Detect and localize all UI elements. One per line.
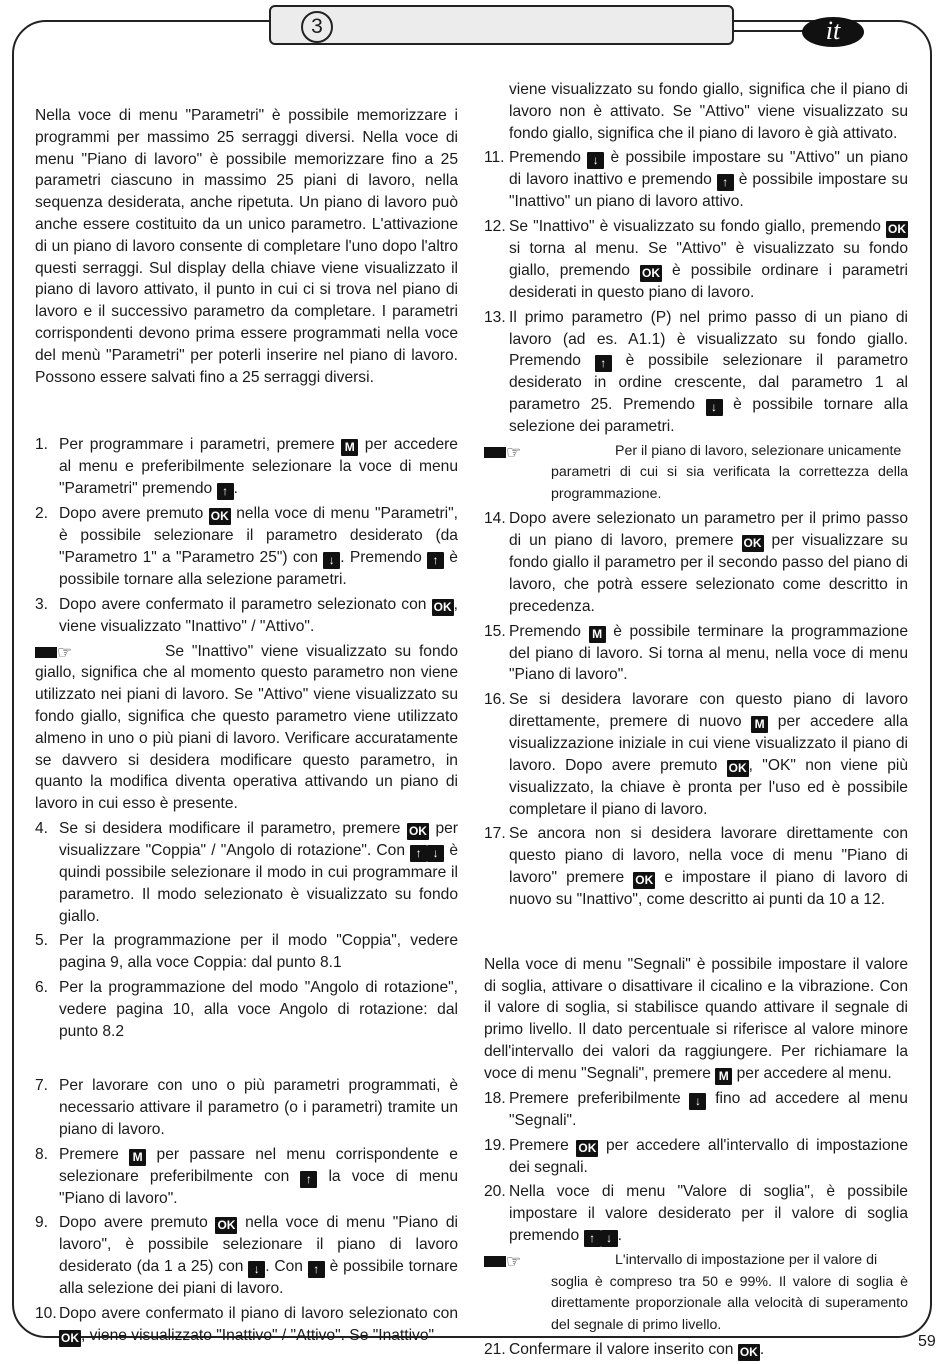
step-text: è possibile tornare alla selezione dei piani di lavoro. xyxy=(59,1258,458,1298)
step-text: , viene visualizzato "Inattivo" / "Attivo". xyxy=(59,595,458,635)
step-5 xyxy=(35,930,458,974)
menu-key-icon: M xyxy=(129,1149,146,1166)
step-16 xyxy=(484,689,908,820)
step-number: 2. xyxy=(35,505,49,523)
pointing-hand-icon: ☞ xyxy=(484,1251,521,1273)
step-number: 17. xyxy=(484,825,506,843)
step-text: si torna al menu. Se "Attivo" è visualizzato su fondo giallo, premendo xyxy=(509,240,908,279)
step-number: 8. xyxy=(35,1145,49,1163)
step-13 xyxy=(484,307,908,438)
step-text: Per programmare i parametri, premere xyxy=(59,436,335,454)
step-text: nella voce di menu "Parametri", è possibile selezionare il parametro desiderato (da "Parametro 1" a "Parametro 25") con xyxy=(59,505,458,566)
step-6 xyxy=(35,977,458,1042)
step-text: Per la programmazione del modo "Angolo di rotazione", vedere pagina 10, alla voce Angolo di rotazione: dal punto 8.2 xyxy=(59,978,458,1040)
step-text: Confermare il valore inserito con xyxy=(509,1341,734,1358)
step-number: 10. xyxy=(35,1305,57,1323)
step-text: per accedere al menu e preferibilmente selezionare la voce di menu "Parametri" premendo xyxy=(59,436,458,498)
step-text: , viene visualizzato "Inattivo" / "Attivo". Se "Inattivo" xyxy=(81,1326,435,1344)
step-20 xyxy=(484,1181,908,1247)
step-19 xyxy=(484,1135,908,1179)
menu-key-icon: M xyxy=(715,1068,732,1085)
step-number: 12. xyxy=(484,218,506,236)
note-lead: L'intervallo di impostazione per il valore di xyxy=(615,1252,878,1268)
note-text: soglia è compreso tra 50 e 99%. Il valore di soglia è direttamente proporzionale alla velocità di superamento del segnale di primo livello. xyxy=(551,1273,908,1333)
step-text: Per lavorare con uno o più parametri programmati, è necessario attivare il parametro (o i parametri) tramite un piano di lavoro. xyxy=(59,1077,458,1138)
step-text: per visualizzare su fondo giallo il parametro per il secondo passo del piano di lavoro, che potrà essere selezionato come descritto in precedenza. xyxy=(509,532,908,615)
up-arrow-key-icon: ↑ xyxy=(717,174,734,191)
step-10-continued: viene visualizzato su fondo giallo, significa che il piano di lavoro non è attivato. Se "Attivo" viene visualizzato su fondo giallo, significa che il piano di lavoro è già attivato. xyxy=(509,81,908,142)
step-15 xyxy=(484,621,908,687)
step-number: 21. xyxy=(484,1341,506,1358)
step-18 xyxy=(484,1088,908,1132)
step-11 xyxy=(484,147,908,213)
step-number: 3. xyxy=(35,595,49,613)
down-arrow-key-icon: ↓ xyxy=(587,152,604,169)
step-text: . Con xyxy=(265,1258,303,1276)
menu-key-icon: M xyxy=(341,439,358,456)
down-arrow-key-icon: ↓ xyxy=(689,1093,706,1110)
ok-key-icon: OK xyxy=(433,599,452,614)
step-text: e impostare il piano di lavoro di nuovo su "Inattivo", come descritto ai punti da 10 a 12. xyxy=(509,869,908,909)
step-1 xyxy=(35,434,458,500)
step-12 xyxy=(484,216,908,304)
note-threshold-range xyxy=(484,1250,908,1336)
right-column xyxy=(484,79,908,1364)
step-17 xyxy=(484,823,908,910)
step-text: Nella voce di menu "Valore di soglia", è possibile impostare il valore desiderato per il valore di soglia premendo xyxy=(509,1183,908,1244)
page-number: 59 xyxy=(918,1333,936,1350)
step-text: Premere xyxy=(509,1136,569,1154)
note-text: parametri di cui si sia verificata la correttezza della programmazione. xyxy=(551,464,908,502)
step-number: 16. xyxy=(484,691,506,709)
ok-key-icon: OK xyxy=(408,823,427,838)
step-text: Se "Inattivo" è visualizzato su fondo giallo, premendo xyxy=(509,218,881,236)
step-text: per passare nel menu corrispondente e selezionare preferibilmente con xyxy=(59,1145,458,1185)
step-text: è quindi possibile selezionare il modo in cui programmare il parametro. Il modo selezionato è visualizzato su fondo giallo. xyxy=(59,841,458,925)
step-text: è possibile terminare la programmazione del piano di lavoro. Si torna al menu, nella voce di menu "Piano di lavoro". xyxy=(509,622,909,684)
step-2 xyxy=(35,503,458,591)
ok-key-icon: OK xyxy=(217,1218,236,1233)
step-text: . Premendo xyxy=(340,548,422,566)
step-number: 14. xyxy=(484,510,506,528)
down-arrow-key-icon: ↓ xyxy=(248,1261,265,1278)
chapter-tab xyxy=(269,5,734,45)
step-number: 1. xyxy=(35,436,49,454)
paragraph-text: Nella voce di menu "Segnali" è possibile impostare il valore di soglia, attivare o disattivare il cicalino e la vibrazione. Con il valore di soglia, si stabilisce quando attivare il segnale di primo livello. Il dato percentuale si riferisce al valore minore dell'intervallo dei valori da raggiungere. Per richiamare la voce di menu "Segnali", premere xyxy=(484,955,908,1082)
step-10 xyxy=(35,1303,458,1347)
menu-key-icon: M xyxy=(751,716,768,733)
up-arrow-key-icon: ↑ xyxy=(410,845,427,862)
step-number: 6. xyxy=(35,978,49,996)
step-21 xyxy=(484,1339,908,1361)
menu-key-icon: M xyxy=(589,626,606,643)
step-text: per visualizzare "Coppia" / "Angolo di rotazione". Con xyxy=(59,819,458,859)
step-number: 9. xyxy=(35,1214,49,1232)
down-arrow-key-icon: ↓ xyxy=(427,845,444,862)
chapter-number: 3 xyxy=(301,11,333,43)
step-text: Premere preferibilmente xyxy=(509,1089,681,1107)
step-text: Premendo xyxy=(509,622,581,640)
step-text: Dopo avere confermato il piano di lavoro selezionato con xyxy=(59,1305,458,1323)
step-text: Se si desidera lavorare con questo piano di lavoro direttamente, premere di nuovo xyxy=(509,691,908,731)
step-number: 18. xyxy=(484,1089,506,1107)
step-9 xyxy=(35,1212,458,1300)
ok-key-icon: OK xyxy=(210,509,229,524)
down-arrow-key-icon: ↓ xyxy=(601,1230,618,1247)
ok-key-icon: OK xyxy=(61,1330,79,1345)
step-text: Dopo avere premuto xyxy=(59,505,204,523)
pointing-hand-icon: ☞ xyxy=(484,442,521,464)
step-number: 13. xyxy=(484,308,506,326)
step-text: è possibile tornare alla selezione dei parametri. xyxy=(509,396,908,436)
step-number: 15. xyxy=(484,622,506,640)
step-text: è possibile impostare su "Inattivo" un piano di lavoro attivo. xyxy=(509,171,908,211)
step-4 xyxy=(35,818,458,927)
step-number: 19. xyxy=(484,1136,506,1154)
step-number: 7. xyxy=(35,1077,49,1095)
ok-key-icon: OK xyxy=(635,873,654,888)
step-text: Premere xyxy=(59,1145,119,1163)
step-number: 11. xyxy=(484,149,505,167)
step-text: Se ancora non si desidera lavorare direttamente con questo piano di lavoro, nella voce di menu "Piano di lavoro" premere xyxy=(509,825,908,887)
up-arrow-key-icon: ↑ xyxy=(584,1230,601,1247)
pointing-hand-icon: ☞ xyxy=(35,642,72,664)
step-text: Il primo parametro (P) nel primo passo di un piano di lavoro (ad es. A1.1) è visualizzato su fondo giallo. Premendo xyxy=(509,308,908,370)
up-arrow-key-icon: ↑ xyxy=(308,1261,325,1278)
left-column xyxy=(35,105,458,1350)
step-14 xyxy=(484,508,908,617)
step-text: è possibile ordinare i parametri desiderati in questo piano di lavoro. xyxy=(509,261,909,301)
ok-key-icon: OK xyxy=(743,536,762,551)
ok-key-icon: OK xyxy=(728,760,747,775)
header-rule xyxy=(733,30,808,32)
up-arrow-key-icon: ↑ xyxy=(595,355,612,372)
step-text: . xyxy=(233,480,238,498)
note-inactive-active xyxy=(35,641,458,815)
ok-key-icon: OK xyxy=(642,265,661,280)
note-text: Se "Inattivo" viene visualizzato su fondo giallo, significa che al momento questo parametro non viene utilizzato nei piani di lavoro. Se "Attivo" viene visualizzato su fondo giallo, significa che questo parametro viene utilizzato almeno in uno o più piani di lavoro. Verificare accuratamente se davvero si desidera modificare questo parametro, in quanto la modifica diventa operativa attivando un piano di lavoro in cui esso è presente. xyxy=(35,642,458,813)
note-work-plan-params xyxy=(484,441,908,506)
ok-key-icon: OK xyxy=(578,1140,597,1155)
step-text: è possibile impostare su "Attivo" un piano di lavoro inattivo e premendo xyxy=(509,149,908,189)
step-8 xyxy=(35,1144,458,1210)
down-arrow-key-icon: ↓ xyxy=(706,399,723,416)
step-text: Per la programmazione per il modo "Coppia", vedere pagina 9, alla voce Coppia: dal punto 8.1 xyxy=(59,932,458,972)
step-text: Dopo avere premuto xyxy=(59,1214,208,1232)
up-arrow-key-icon: ↑ xyxy=(217,483,234,500)
step-text: per accedere all'intervallo di impostazione dei segnali. xyxy=(509,1136,908,1176)
step-text: per accedere alla visualizzazione iniziale in cui viene visualizzato il piano di lavoro. Dopo avere premuto xyxy=(509,713,908,774)
step-number: 5. xyxy=(35,932,49,950)
step-text: nella voce di menu "Piano di lavoro", è possibile selezionare il piano di lavoro desiderato (da 1 a 25) con xyxy=(59,1214,458,1276)
up-arrow-key-icon: ↑ xyxy=(300,1171,317,1188)
ok-key-icon: OK xyxy=(739,1345,758,1359)
intro-paragraph: Nella voce di menu "Parametri" è possibile memorizzare i programmi per massimo 25 serraggi diversi. Nella voce di menu "Piano di lavoro" è possibile memorizzare fino a 25 parametri ciascuno in massimo 25 piani di lavoro, nella sequenza desiderata, anche ripetuta. Un piano di lavoro può anche essere costituito da un unico parametro. L'attivazione di un piano di lavoro consente di completare l'uno dopo l'altro questi serraggi. Sul display della chiave viene visualizzato il piano di lavoro attivato, il punto in cui ci si trova nel piano di lavoro e il successivo parametro da completare. I parametri corrispondenti devono prima essere programmati nella voce del menù "Parametri" per poterli inserire nel piano di lavoro. Possono essere salvati fino a 25 serraggi diversi. xyxy=(35,107,458,386)
down-arrow-key-icon: ↓ xyxy=(323,552,340,569)
step-text: . xyxy=(617,1227,622,1244)
step-text: , "OK" non viene più visualizzato, la chiave è pronta per l'uso ed è possibile completare il piano di lavoro. xyxy=(509,756,909,818)
up-arrow-key-icon: ↑ xyxy=(427,552,444,569)
ok-key-icon: OK xyxy=(888,222,906,237)
step-text: Dopo avere selezionato un parametro per il primo passo di un piano di lavoro, premere xyxy=(509,510,908,550)
language-badge: it xyxy=(802,17,864,47)
step-text: è possibile selezionare il parametro desiderato in ordine crescente, dal parametro 1 al parametro 25. Premendo xyxy=(509,352,908,414)
step-text: Se si desidera modificare il parametro, premere xyxy=(59,819,401,837)
step-number: 4. xyxy=(35,819,49,837)
step-3 xyxy=(35,594,458,638)
step-text: Premendo xyxy=(509,149,581,167)
paragraph-text: per accedere al menu. xyxy=(736,1064,892,1082)
step-number: 20. xyxy=(484,1183,506,1201)
step-text: è possibile tornare alla selezione parametri. xyxy=(59,548,458,588)
note-lead: Per il piano di lavoro, selezionare unicamente xyxy=(615,442,902,459)
step-7 xyxy=(35,1075,458,1140)
signals-intro-paragraph xyxy=(484,954,908,1085)
step-text: fino ad accedere al menu "Segnali". xyxy=(509,1089,908,1129)
step-text: Dopo avere confermato il parametro selezionato con xyxy=(59,595,427,613)
step-text: la voce di menu "Piano di lavoro". xyxy=(59,1167,458,1207)
step-text: . xyxy=(759,1341,765,1358)
